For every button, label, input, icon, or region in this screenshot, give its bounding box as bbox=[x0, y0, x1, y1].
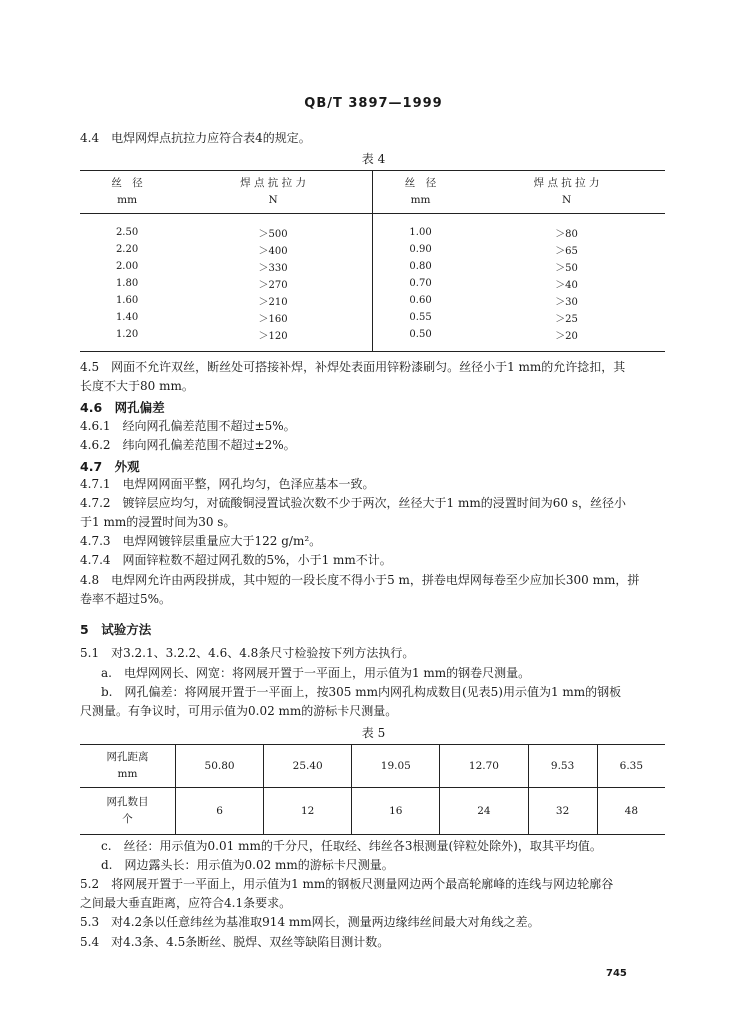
clause-5-4: 5.4 对4.3条、4.5条断丝、脱焊、双丝等缺陷目测计数。 bbox=[80, 935, 390, 949]
table-row bbox=[80, 292, 665, 309]
table-cell: 0.50 bbox=[372, 326, 468, 352]
table-cell: ＞25 bbox=[555, 314, 578, 325]
table-cell: 2.00 bbox=[115, 261, 139, 272]
table-cell: 12.70 bbox=[440, 745, 528, 788]
table-cell: 1.40 bbox=[115, 312, 139, 323]
table-cell: 9.53 bbox=[528, 745, 597, 788]
table-cell: ＞120 bbox=[258, 331, 288, 342]
table-row bbox=[80, 214, 665, 242]
clause-5-3: 5.3 对4.2条以任意纬丝为基准取914 mm网长，测量两边缘纬丝间最大对角线之差。 bbox=[80, 915, 540, 929]
document-header: QB/T 3897—1999 bbox=[304, 96, 443, 111]
clause-4-4: 4.4 电焊网焊点抗拉力应符合表4的规定。 bbox=[80, 131, 311, 145]
table-row bbox=[80, 788, 665, 835]
table-cell: 32 bbox=[528, 788, 597, 835]
table-4-col-2-header: 焊 点 抗 拉 力 N bbox=[174, 171, 372, 214]
table-row bbox=[80, 275, 665, 292]
table-row bbox=[80, 745, 665, 788]
table-4-col-3-header: 丝 径 mm bbox=[372, 171, 468, 214]
table-row bbox=[80, 241, 665, 258]
table-4-col-1-header: 丝 径 mm bbox=[80, 171, 174, 214]
clause-4-7-4: 4.7.4 网面锌粒数不超过网孔数的5%，小于1 mm不计。 bbox=[80, 553, 392, 567]
table-cell: ＞330 bbox=[258, 263, 288, 274]
table-cell: 6 bbox=[176, 788, 264, 835]
clause-4-8-line-1: 4.8 电焊网允许由两段拼成，其中短的一段长度不得小于5 m，拼卷电焊网每卷至少应加长300 mm，拼 bbox=[80, 573, 640, 587]
table-cell: 0.70 bbox=[372, 275, 468, 292]
table-cell: 6.35 bbox=[597, 745, 665, 788]
table-cell: ＞80 bbox=[555, 229, 578, 240]
clause-5-2-line-2: 之间最大垂直距离，应符合4.1条要求。 bbox=[80, 896, 292, 910]
table-4-header-row bbox=[80, 171, 665, 214]
clause-5-1-c: c. 丝径：用示值为0.01 mm的千分尺，任取经、纬丝各3根测量(锌粒处除外)，取其平均值。 bbox=[101, 839, 602, 853]
table-cell: 25.40 bbox=[264, 745, 352, 788]
clause-4-7-2-line-1: 4.7.2 镀锌层应均匀，对硫酸铜浸置试验次数不少于两次，丝径大于1 mm的浸置时间为60 s，丝径小 bbox=[80, 496, 626, 510]
table-cell: ＞30 bbox=[555, 297, 578, 308]
clause-5-1: 5.1 对3.2.1、3.2.2、4.6、4.8条尺寸检验按下列方法执行。 bbox=[80, 646, 415, 660]
table-cell: ＞50 bbox=[555, 263, 578, 274]
clause-5-1-d: d. 网边露头长：用示值为0.02 mm的游标卡尺测量。 bbox=[101, 858, 394, 872]
table-cell: 1.20 bbox=[115, 329, 139, 340]
table-cell: 1.60 bbox=[115, 295, 139, 306]
table-cell: ＞270 bbox=[258, 280, 288, 291]
section-5-heading: 5 试验方法 bbox=[80, 622, 152, 637]
table-cell: 24 bbox=[440, 788, 528, 835]
table-4-caption: 表 4 bbox=[361, 152, 386, 166]
table-5-caption: 表 5 bbox=[361, 726, 386, 740]
table-cell: ＞210 bbox=[258, 297, 288, 308]
table-cell: 19.05 bbox=[352, 745, 440, 788]
table-cell: 16 bbox=[352, 788, 440, 835]
table-cell: 0.90 bbox=[372, 241, 468, 258]
table-cell: 50.80 bbox=[176, 745, 264, 788]
clause-4-5-line-2: 长度不大于80 mm。 bbox=[80, 379, 194, 393]
table-5-row-1-header: 网孔距离 mm bbox=[80, 745, 176, 788]
table-cell: ＞65 bbox=[555, 246, 578, 257]
clause-4-6-2: 4.6.2 纬向网孔偏差范围不超过±2%。 bbox=[80, 438, 296, 452]
table-5-row-2-header: 网孔数目 个 bbox=[106, 796, 149, 825]
table-row bbox=[80, 309, 665, 326]
clause-4-5-line-1: 4.5 网面不允许双丝，断丝处可搭接补焊，补焊处表面用锌粉漆刷匀。丝径小于1 mm的允许捻扣，其 bbox=[80, 360, 626, 374]
clause-4-7-3: 4.7.3 电焊网镀锌层重量应大于122 g/m²。 bbox=[80, 534, 322, 548]
table-cell: ＞400 bbox=[258, 246, 288, 257]
clause-4-6-1: 4.6.1 经向网孔偏差范围不超过±5%。 bbox=[80, 419, 296, 433]
clause-4-8-line-2: 卷率不超过5%。 bbox=[80, 592, 172, 606]
table-cell: ＞500 bbox=[258, 229, 288, 240]
page-number: 745 bbox=[606, 968, 627, 979]
table-cell: ＞40 bbox=[555, 280, 578, 291]
table-4-col-4-header: 焊 点 抗 拉 力 N bbox=[468, 171, 665, 214]
table-cell: 48 bbox=[597, 788, 665, 835]
clause-5-1-a: a. 电焊网网长、网宽：将网展开置于一平面上，用示值为1 mm的钢卷尺测量。 bbox=[101, 666, 531, 680]
table-cell: ＞20 bbox=[555, 331, 578, 342]
clause-5-1-b-line-2: 尺测量。有争议时，可用示值为0.02 mm的游标卡尺测量。 bbox=[80, 704, 398, 718]
table-row bbox=[80, 258, 665, 275]
table-cell: 2.50 bbox=[115, 227, 139, 238]
table-cell: 0.60 bbox=[372, 292, 468, 309]
table-cell: 2.20 bbox=[115, 244, 139, 255]
clause-4-7-heading: 4.7 外观 bbox=[80, 459, 140, 474]
table-cell: 12 bbox=[264, 788, 352, 835]
table-cell: 0.55 bbox=[372, 309, 468, 326]
table-cell: 1.80 bbox=[115, 278, 139, 289]
table-cell: 1.00 bbox=[372, 214, 468, 242]
clause-5-1-b-line-1: b. 网孔偏差：将网展开置于一平面上，按305 mm内网孔构成数目(见表5)用示值为1 mm的钢板 bbox=[101, 685, 622, 699]
table-cell: 0.80 bbox=[372, 258, 468, 275]
table-4 bbox=[80, 170, 665, 352]
table-row bbox=[80, 326, 665, 352]
clause-4-7-2-line-2: 于1 mm的浸置时间为30 s。 bbox=[80, 515, 236, 529]
table-5 bbox=[80, 744, 665, 835]
table-cell: ＞160 bbox=[258, 314, 288, 325]
clause-4-6-heading: 4.6 网孔偏差 bbox=[80, 400, 165, 415]
clause-5-2-line-1: 5.2 将网展开置于一平面上，用示值为1 mm的钢板尺测量网边两个最高轮廓峰的连线与网边轮廓谷 bbox=[80, 877, 614, 891]
clause-4-7-1: 4.7.1 电焊网网面平整，网孔均匀，色泽应基本一致。 bbox=[80, 477, 375, 491]
